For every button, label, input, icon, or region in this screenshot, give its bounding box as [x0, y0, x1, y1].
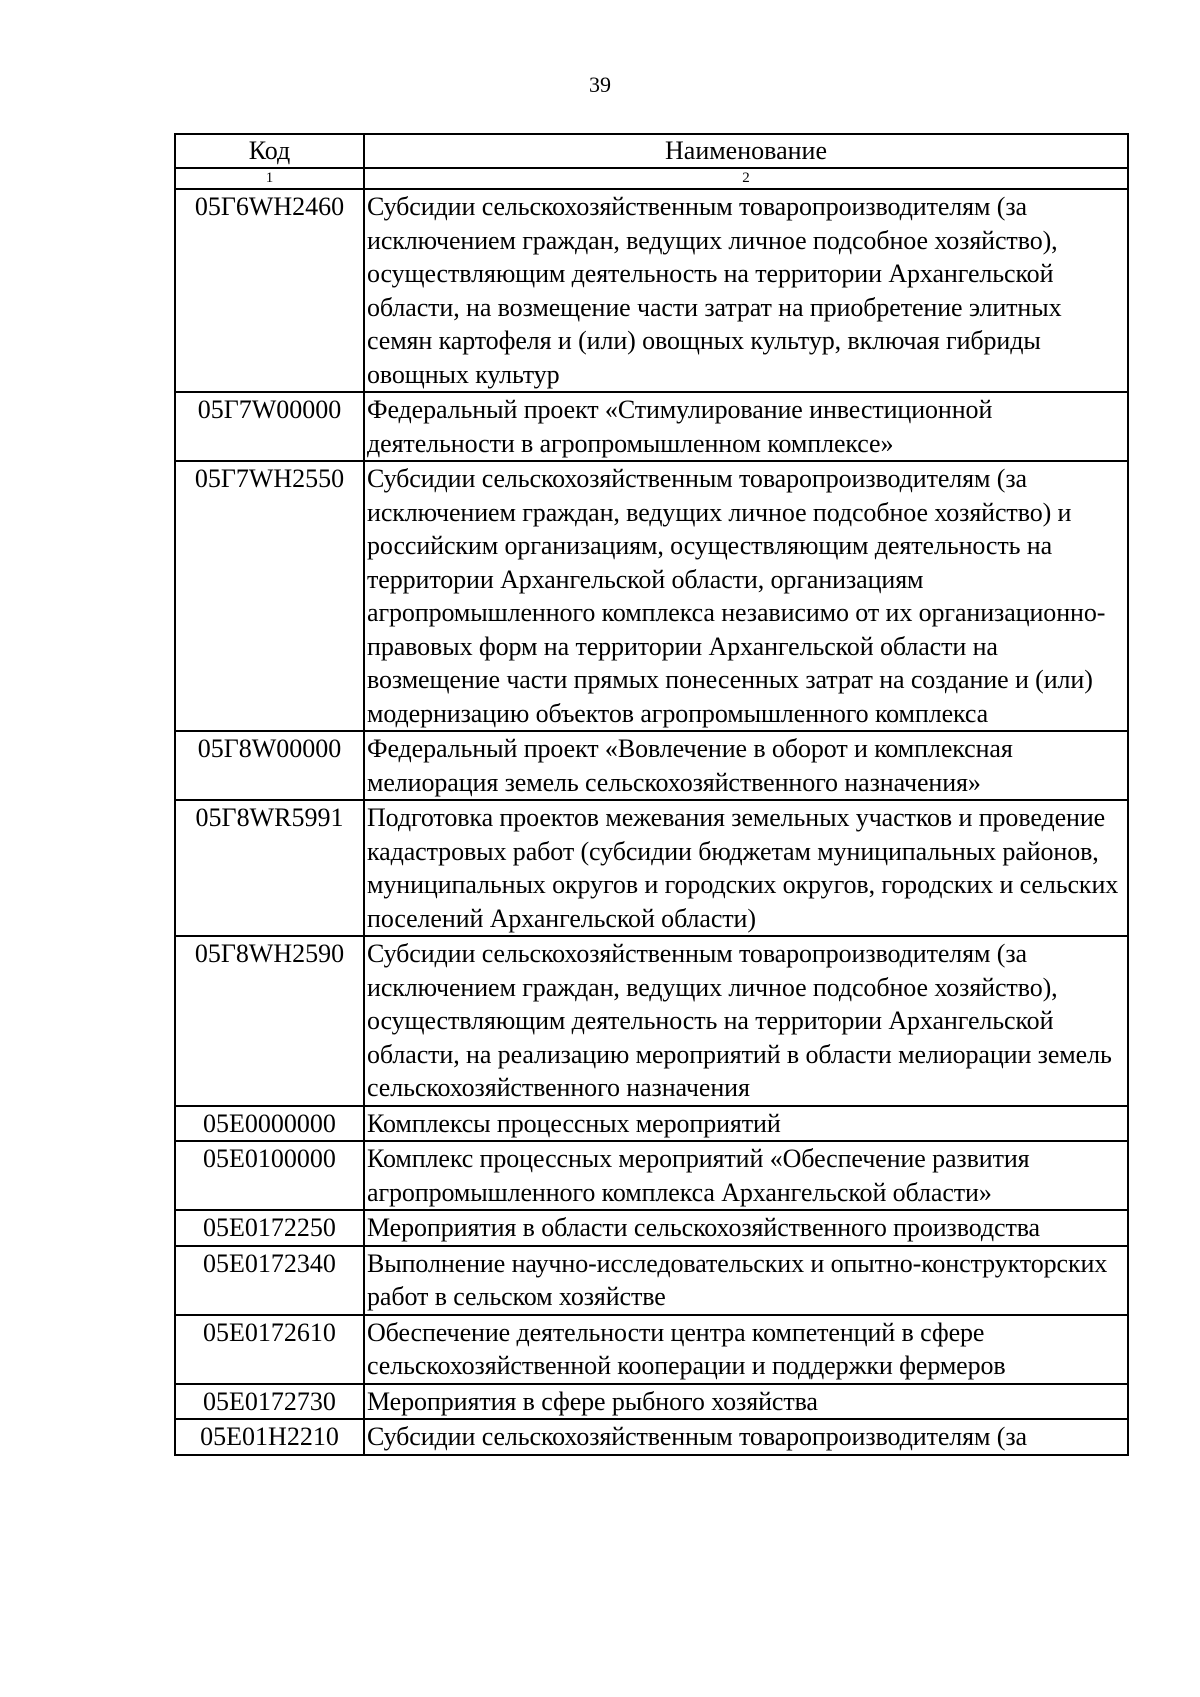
row-code: 05Е0100000 — [175, 1141, 364, 1210]
table-row — [175, 936, 1128, 1106]
table-row — [175, 189, 1128, 392]
row-name: Комплексы процессных мероприятий — [364, 1106, 1128, 1142]
row-code: 05Е0172340 — [175, 1246, 364, 1315]
row-name: Субсидии сельскохозяйственным товаропроизводителям (за исключением граждан, ведущих личное подсобное хозяйство) и российским организациям, осуществляющим деятельность на территории Архангельской области, организациям агропромышленного комплекса независимо от их организационно-правовых форм на территории Архангельской области на возмещение части прямых понесенных затрат на создание и (или) модернизацию объектов агропромышленного комплекса — [364, 461, 1128, 731]
budget-codes-table — [174, 133, 1129, 1456]
column-number-1: 1 — [175, 168, 364, 189]
row-name: Федеральный проект «Стимулирование инвестиционной деятельности в агропромышленном комплексе» — [364, 392, 1128, 461]
row-code: 05Г8W00000 — [175, 731, 364, 800]
row-code: 05Г7WH2550 — [175, 461, 364, 731]
row-code: 05Г6WH2460 — [175, 189, 364, 392]
table-row — [175, 1141, 1128, 1210]
row-code: 05Е0172610 — [175, 1315, 364, 1384]
row-code: 05Г8WH2590 — [175, 936, 364, 1106]
table-row — [175, 392, 1128, 461]
row-code: 05Е0172730 — [175, 1384, 364, 1420]
row-code: 05Е0000000 — [175, 1106, 364, 1142]
row-code: 05Г7W00000 — [175, 392, 364, 461]
row-code: 05Е01Н2210 — [175, 1419, 364, 1455]
table-row — [175, 1419, 1128, 1455]
table-row — [175, 1315, 1128, 1384]
row-name: Субсидии сельскохозяйственным товаропроизводителям (за — [364, 1419, 1128, 1455]
row-name: Комплекс процессных мероприятий «Обеспечение развития агропромышленного комплекса Архангельской области» — [364, 1141, 1128, 1210]
row-name: Федеральный проект «Вовлечение в оборот и комплексная мелиорация земель сельскохозяйственного назначения» — [364, 731, 1128, 800]
header-name: Наименование — [364, 134, 1128, 168]
row-name: Подготовка проектов межевания земельных участков и проведение кадастровых работ (субсидии бюджетам муниципальных районов, муниципальных округов и городских округов, городских и сельских поселений Архангельской области) — [364, 800, 1128, 936]
table-row — [175, 1246, 1128, 1315]
table-row — [175, 731, 1128, 800]
table-row — [175, 800, 1128, 936]
page-number: 39 — [589, 72, 611, 97]
table-row — [175, 1210, 1128, 1246]
row-name: Мероприятия в области сельскохозяйственного производства — [364, 1210, 1128, 1246]
row-name: Мероприятия в сфере рыбного хозяйства — [364, 1384, 1128, 1420]
row-name: Субсидии сельскохозяйственным товаропроизводителям (за исключением граждан, ведущих личное подсобное хозяйство), осуществляющим деятельность на территории Архангельской области, на возмещение части затрат на приобретение элитных семян картофеля и (или) овощных культур, включая гибриды овощных культур — [364, 189, 1128, 392]
column-number-2: 2 — [364, 168, 1128, 189]
row-name: Субсидии сельскохозяйственным товаропроизводителям (за исключением граждан, ведущих личное подсобное хозяйство), осуществляющим деятельность на территории Архангельской области, на реализацию мероприятий в области мелиорации земель сельскохозяйственного назначения — [364, 936, 1128, 1106]
table-row — [175, 1106, 1128, 1142]
row-code: 05Е0172250 — [175, 1210, 364, 1246]
row-code: 05Г8WR5991 — [175, 800, 364, 936]
header-code: Код — [175, 134, 364, 168]
row-name: Выполнение научно-исследовательских и опытно-конструкторских работ в сельском хозяйстве — [364, 1246, 1128, 1315]
table-header-row — [175, 134, 1128, 168]
table-row — [175, 1384, 1128, 1420]
column-number-row — [175, 168, 1128, 189]
row-name: Обеспечение деятельности центра компетенций в сфере сельскохозяйственной кооперации и поддержки фермеров — [364, 1315, 1128, 1384]
table-row — [175, 461, 1128, 731]
